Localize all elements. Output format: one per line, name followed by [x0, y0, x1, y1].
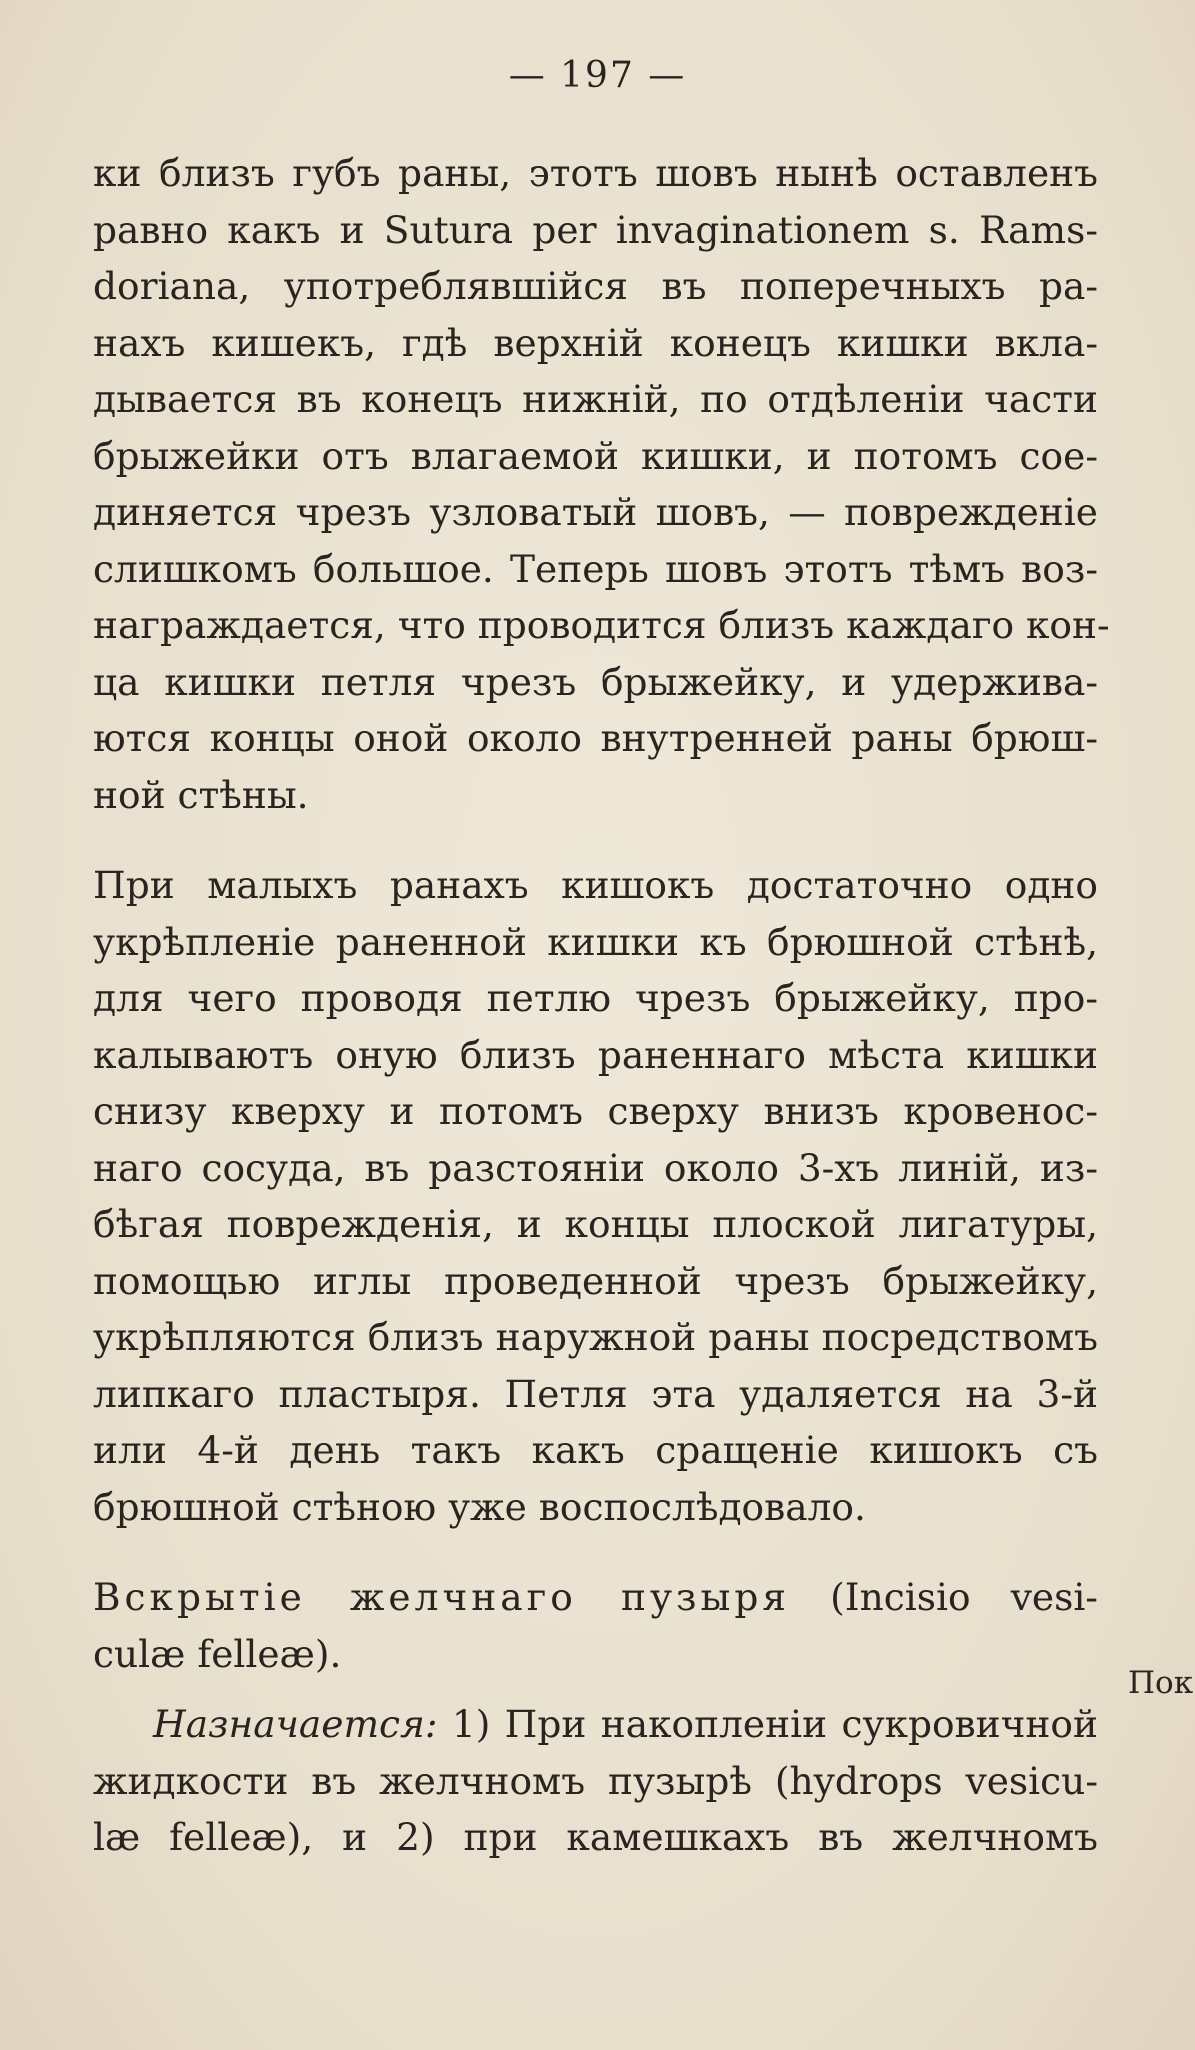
text-line: læ felleæ), и 2) при камешкахъ въ желчномъ: [93, 1815, 1098, 1859]
text-line: При малыхъ ранахъ кишокъ достаточно одно: [93, 863, 1098, 907]
text-line: ной стѣны.: [93, 772, 309, 817]
text-line: укрѣпляются близъ наружной раны посредствомъ: [93, 1315, 1098, 1359]
text-line: брыжейки отъ влагаемой кишки, и потомъ сое-: [93, 433, 1098, 478]
indication-text: 1) При накопленіи сукровичной: [451, 1702, 1098, 1746]
text-line: doriana, употреблявшійся въ поперечныхъ ра-: [93, 264, 1098, 308]
text-line: снизу кверху и потомъ сверху внизъ кровеноc-: [93, 1089, 1098, 1133]
text-line: нахъ кишекъ, гдѣ верхній конецъ кишки вкла-: [93, 320, 1098, 365]
margin-note: Пок: [1128, 1665, 1194, 1701]
text-line: дывается въ конецъ нижній, по отдѣленіи части: [93, 377, 1098, 421]
indication-label: Назначается:: [153, 1702, 438, 1746]
text-line: помощью иглы проведенной чрезъ брыжейку,: [93, 1258, 1098, 1303]
text-line: награждается, что проводится близъ каждаго кон-: [93, 603, 1110, 647]
section-title: Вскрытіе желчнаго пузыря: [93, 1575, 790, 1619]
text-line: или 4-й день такъ какъ сращеніе кишокъ съ: [93, 1428, 1098, 1472]
text-line: для чего проводя петлю чрезъ брыжейку, про-: [93, 976, 1098, 1020]
page-number: — 197 —: [508, 55, 687, 96]
page-text: [93, 145, 1110, 1866]
paragraph-1: [93, 145, 1110, 823]
text-line: ки близъ губъ раны, этотъ шовъ нынѣ оставленъ: [93, 151, 1098, 195]
text-line: укрѣпленіе раненной кишки къ брюшной стѣнѣ,: [93, 919, 1098, 964]
text-line: слишкомъ большое. Теперь шовъ этотъ тѣмъ воз-: [93, 546, 1098, 591]
section-heading-line: [93, 1569, 1098, 1626]
indication-line: [93, 1696, 1098, 1753]
text-line: наго сосуда, въ разстояніи около 3-хъ линій, из-: [93, 1145, 1098, 1190]
text-line: жидкости въ желчномъ пузырѣ (hydrops vesicu-: [93, 1758, 1098, 1803]
text-line: ца кишки петля чрезъ брыжейку, и удержива-: [93, 659, 1098, 704]
text-line: ются концы оной около внутренней раны брюш-: [93, 716, 1098, 760]
text-line: бѣгая поврежденія, и концы плоской лигатуры,: [93, 1202, 1098, 1246]
text-line: диняется чрезъ узловатый шовъ, — поврежденіе: [93, 490, 1098, 534]
indication-paragraph: [93, 1696, 1098, 1866]
paragraph-2: [93, 857, 1098, 1535]
text-line: калываютъ оную близъ раненнаго мѣста кишки: [93, 1032, 1098, 1077]
text-line: равно какъ и Sutura per invaginationem s. Rams-: [93, 207, 1098, 252]
section-latin-continued: culæ felleæ).: [93, 1631, 342, 1676]
section-latin: (Incisio vesi-: [830, 1575, 1098, 1619]
text-line: брюшной стѣною уже воспослѣдовало.: [93, 1484, 866, 1529]
section-heading: [93, 1569, 1098, 1682]
text-line: липкаго пластыря. Петля эта удаляется на 3-й: [93, 1371, 1098, 1416]
